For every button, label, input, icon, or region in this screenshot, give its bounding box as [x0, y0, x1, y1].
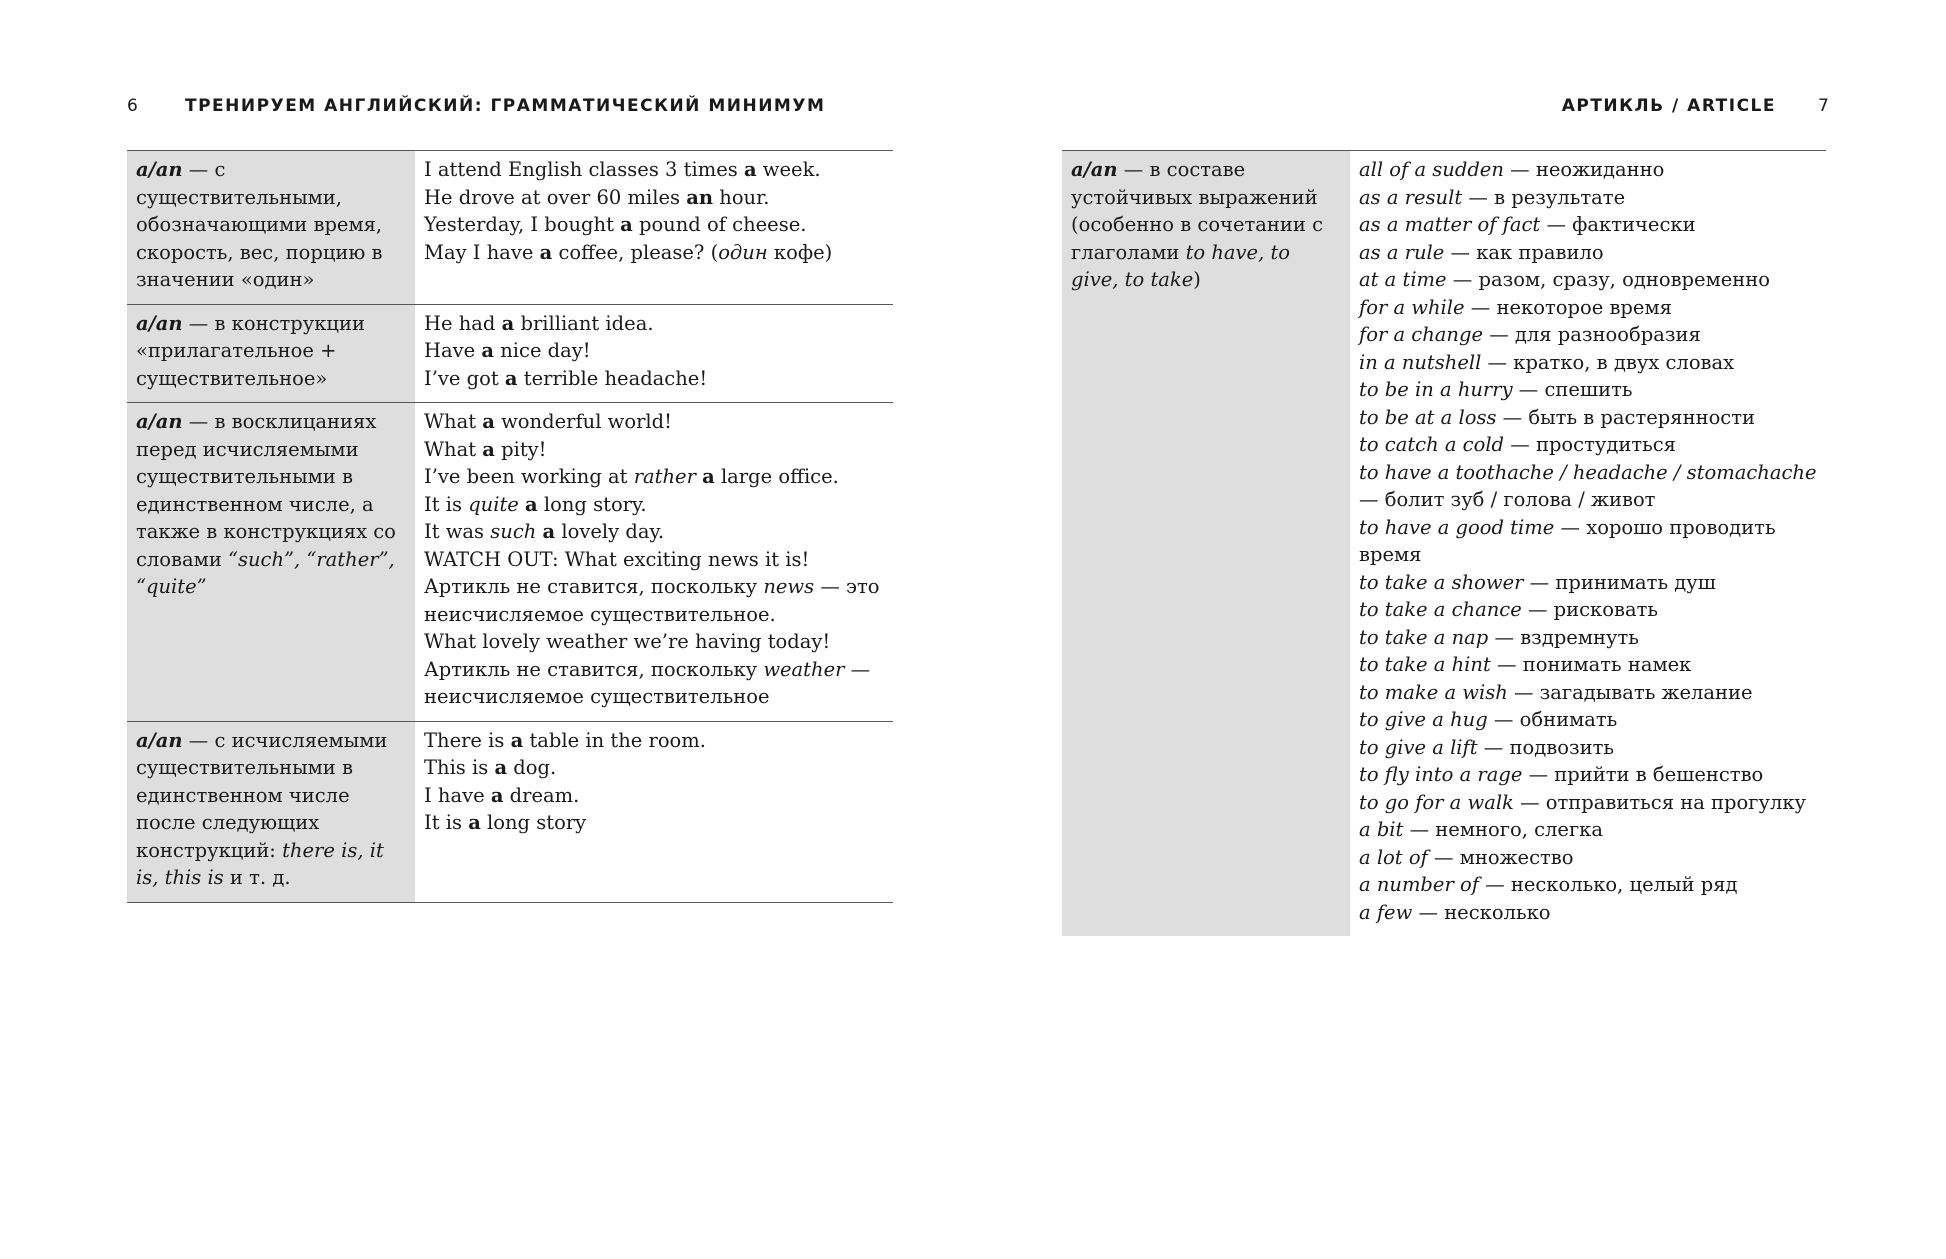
examples-cell [415, 305, 893, 403]
note-line: WATCH OUT: What exciting news it is! Артикль не ставится, поскольку news — это неисчисляемое существительное. [424, 547, 880, 626]
expression-item: to be in a hurry — спешить [1359, 378, 1633, 401]
expression-english: to take a hint [1359, 653, 1491, 676]
expression-item: as a matter of fact — фактически [1359, 213, 1696, 236]
rule-cell [127, 403, 415, 721]
example-line: He had a brilliant idea. [424, 311, 654, 335]
right-running-title: АРТИКЛЬ / ARTICLE [1561, 96, 1776, 116]
expression-english: to take a chance [1359, 598, 1522, 621]
note-line: What lovely weather we’re having today! Артикль не ставится, поскольку weather — неисчисляемое существительное [424, 630, 871, 708]
example-line: It is a long story [424, 811, 587, 834]
expression-russian: для разнообразия [1514, 323, 1701, 346]
expression-english: as a rule [1359, 240, 1445, 264]
left-page-number: 6 [127, 96, 138, 116]
expression-item: for a change — для разнообразия [1359, 323, 1701, 346]
right-expressions-table [1062, 150, 1826, 936]
examples-cell [415, 722, 893, 902]
rule-term: a/an [136, 158, 183, 181]
expression-russian: хорошо проводить время [1359, 515, 1776, 566]
expression-russian: несколько [1444, 900, 1551, 924]
right-page-number: 7 [1818, 96, 1829, 116]
expression-english: to be in a hurry [1359, 378, 1513, 401]
expression-english: to go for a walk [1359, 790, 1514, 814]
expression-russian: болит зуб / голова / живот [1384, 488, 1656, 511]
expression-russian: неожиданно [1535, 158, 1665, 181]
expression-russian: фактически [1572, 213, 1696, 236]
expression-english: a few [1359, 900, 1413, 924]
expressions-list [1350, 151, 1826, 936]
expression-item: to take a shower — принимать душ [1359, 570, 1716, 594]
rule-text: — с исчисляемыми существительными в единственном числе после следующих конструкций: [136, 728, 388, 862]
example-line: What a pity! [424, 437, 547, 461]
expression-russian: прийти в бешенство [1554, 763, 1764, 786]
example-line: What a wonderful world! [424, 410, 672, 433]
rule-term: a/an [136, 311, 183, 335]
expression-english: to take a shower [1359, 570, 1524, 594]
expression-russian: спешить [1544, 378, 1633, 401]
expression-item: a few — несколько [1359, 900, 1551, 924]
examples-cell [415, 403, 893, 721]
expression-english: all of a sudden [1359, 158, 1504, 181]
expression-item: to have a good time — хорошо проводить время [1359, 515, 1776, 566]
expression-item: to take a hint — понимать намек [1359, 653, 1692, 676]
expression-english: to take a nap [1359, 625, 1489, 649]
expression-item: all of a sudden — неожиданно [1359, 158, 1665, 181]
expression-english: to make a wish [1359, 680, 1508, 704]
rule-keywords: to have, to give, to take [1071, 240, 1291, 291]
expression-item: to make a wish — загадывать желание [1359, 680, 1753, 704]
expression-english: a bit [1359, 818, 1404, 841]
expression-item: to give a lift — подвозить [1359, 735, 1615, 759]
expression-english: to have a toothache / headache / stomachache [1359, 460, 1817, 484]
left-running-title: ТРЕНИРУЕМ АНГЛИЙСКИЙ: ГРАММАТИЧЕСКИЙ МИНИМУМ [185, 96, 826, 116]
expression-item: to take a nap — вздремнуть [1359, 625, 1639, 649]
expression-russian: принимать душ [1555, 570, 1716, 594]
expression-item: a lot of — множество [1359, 845, 1574, 869]
rule-text: — с существительными, обозначающими время, скорость, вес, порцию в значении «один» [136, 158, 383, 291]
expression-russian: некоторое время [1496, 295, 1672, 319]
example-line: There is a table in the room. [424, 728, 706, 752]
table-row [127, 305, 893, 404]
expression-item: as a rule — как правило [1359, 240, 1604, 264]
expression-english: for a change [1359, 323, 1483, 346]
expression-russian: понимать намек [1522, 653, 1692, 676]
example-line: He drove at over 60 miles an hour. [424, 185, 770, 209]
expression-english: a lot of [1359, 845, 1428, 869]
expression-english: to give a lift [1359, 735, 1478, 759]
example-line: I’ve got a terrible headache! [424, 366, 708, 390]
expression-english: to have a good time [1359, 515, 1555, 539]
expression-item: to fly into a rage — прийти в бешенство [1359, 763, 1764, 786]
expression-english: in a nutshell [1359, 350, 1482, 374]
rule-cell [127, 151, 415, 304]
expression-russian: немного, слегка [1435, 818, 1603, 841]
rule-text: — в конструкции «прилагательное + существительное» [136, 311, 365, 390]
expression-english: at a time [1359, 268, 1447, 291]
example-line: Have a nice day! [424, 339, 591, 362]
expression-russian: подвозить [1509, 735, 1615, 759]
expression-english: to catch a cold [1359, 433, 1505, 456]
example-line: It was such a lovely day. [424, 520, 665, 543]
expression-russian: как правило [1476, 240, 1604, 264]
expression-item: to go for a walk — отправиться на прогулку [1359, 790, 1806, 814]
expression-item: in a nutshell — кратко, в двух словах [1359, 350, 1735, 374]
table-row [127, 403, 893, 722]
expression-item: to catch a cold — простудиться [1359, 433, 1676, 456]
expression-russian: множество [1459, 845, 1574, 869]
expression-english: a number of [1359, 873, 1479, 896]
expression-english: for a while [1359, 295, 1465, 319]
rule-term: a/an [136, 728, 183, 752]
example-line: May I have a coffee, please? (один кофе) [424, 240, 833, 264]
expression-item: for a while — некоторое время [1359, 295, 1672, 319]
examples-cell [415, 151, 893, 304]
expression-russian: загадывать желание [1539, 680, 1753, 704]
rule-text: — в составе устойчивых выражений (особенно в сочетании с глаголами [1071, 158, 1324, 264]
example-line: I attend English classes 3 times a week. [424, 158, 821, 181]
expression-russian: несколько, целый ряд [1510, 873, 1738, 896]
expression-english: to be at a loss [1359, 405, 1497, 429]
expression-russian: быть в растерянности [1528, 405, 1756, 429]
example-line: I’ve been working at rather a large office. [424, 465, 839, 488]
table-row [127, 151, 893, 305]
expression-item: to take a chance — рисковать [1359, 598, 1658, 621]
expression-russian: простудиться [1535, 433, 1676, 456]
rule-term: a/an [1071, 158, 1118, 181]
expression-item: at a time — разом, сразу, одновременно [1359, 268, 1771, 291]
expression-english: as a matter of fact [1359, 213, 1541, 236]
expression-item: a bit — немного, слегка [1359, 818, 1603, 841]
expression-russian: в результате [1494, 185, 1626, 209]
expression-russian: рисковать [1553, 598, 1658, 621]
expression-english: to give a hug [1359, 708, 1488, 731]
example-line: This is a dog. [424, 756, 557, 779]
expression-item: to be at a loss — быть в растерянности [1359, 405, 1756, 429]
example-line: Yesterday, I bought a pound of cheese. [424, 213, 807, 236]
expression-item: to have a toothache / headache / stomachache — болит зуб / голова / живот [1359, 460, 1817, 511]
expression-english: as a result [1359, 185, 1463, 209]
example-line: It is quite a long story. [424, 492, 647, 516]
expression-russian: отправиться на прогулку [1545, 790, 1806, 814]
rule-text: — в восклицаниях перед исчисляемыми существительными в единственном числе, а также в конструкциях со словами [136, 410, 396, 571]
rule-term: a/an [136, 410, 183, 433]
rule-keywords: there is, it is, this is [136, 838, 384, 889]
table-row [127, 722, 893, 903]
rule-keywords: “such”, “rather”, “quite” [136, 547, 395, 598]
expression-item: to give a hug — обнимать [1359, 708, 1618, 731]
expression-russian: разом, сразу, одновременно [1478, 268, 1771, 291]
rule-cell [127, 305, 415, 403]
rule-cell: a/an — в составе устойчивых выражений (особенно в сочетании с глаголами to have, to give, to take) [1062, 151, 1350, 936]
expression-english: to fly into a rage [1359, 763, 1523, 786]
left-grammar-table [127, 150, 893, 903]
expression-item: a number of — несколько, целый ряд [1359, 873, 1738, 896]
expression-russian: вздремнуть [1520, 625, 1639, 649]
expression-russian: кратко, в двух словах [1513, 350, 1735, 374]
example-line: I have a dream. [424, 783, 580, 807]
table-row [1062, 151, 1826, 936]
rule-cell: a/an — с исчисляемыми существительными в единственном числе после следующих конструкций: there is, it is, this is и т. д. [127, 722, 415, 902]
expression-item: as a result — в результате [1359, 185, 1626, 209]
expression-russian: обнимать [1519, 708, 1618, 731]
